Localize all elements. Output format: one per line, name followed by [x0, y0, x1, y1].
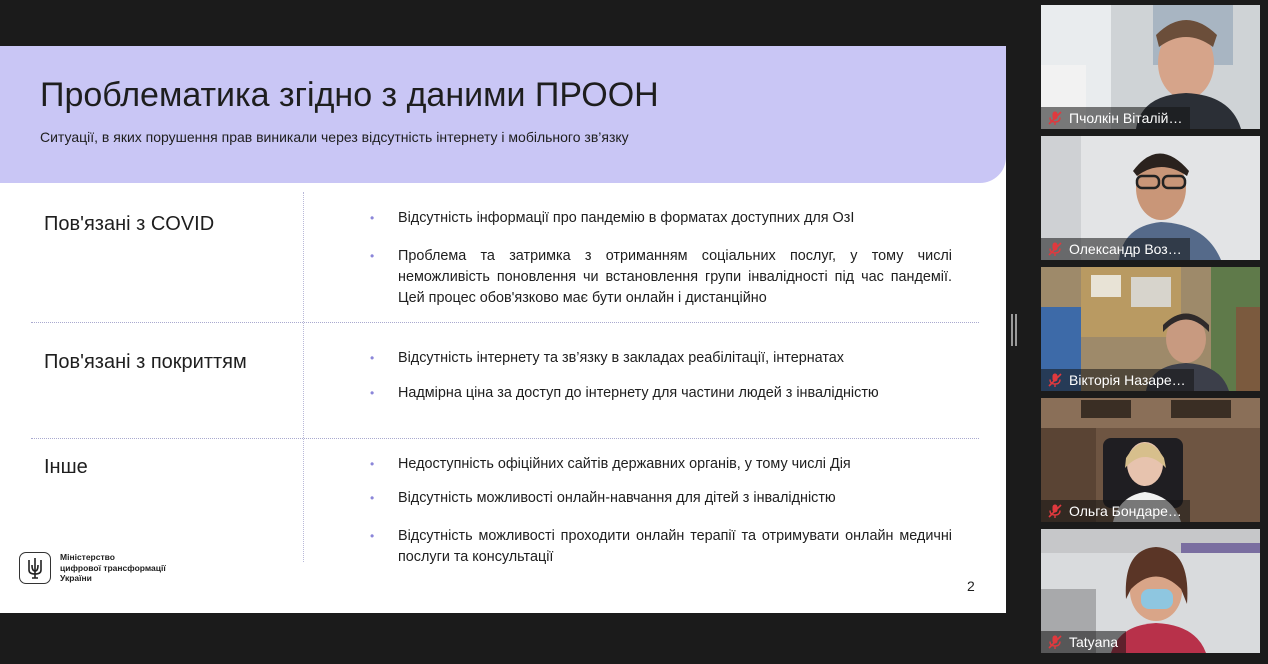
participant-tile[interactable]: [1041, 267, 1260, 391]
mic-muted-icon: [1047, 241, 1063, 257]
bullet-icon: •: [370, 491, 375, 505]
shared-slide: [0, 46, 1006, 613]
section-divider: [31, 322, 979, 323]
participant-name: Tatyana: [1069, 634, 1119, 650]
participant-nameplate: [1041, 369, 1194, 391]
participant-nameplate: [1041, 107, 1190, 129]
list-item: • Відсутність інформації про пандемію в форматах доступних для ОзІ: [370, 208, 952, 229]
list-item: • Надмірна ціна за доступ до інтернету для частини людей з інвалідністю: [370, 383, 952, 404]
bullet-icon: •: [370, 249, 375, 263]
ministry-name: Міністерство цифрової трансформації України: [60, 552, 166, 583]
bullet-icon: •: [370, 457, 375, 471]
participant-nameplate: [1041, 631, 1126, 653]
mic-muted-icon: [1047, 372, 1063, 388]
participant-tile[interactable]: [1041, 136, 1260, 260]
list-item: • Відсутність інтернету та зв’язку в закладах реабілітації, інтернатах: [370, 348, 952, 369]
mic-muted-icon: [1047, 110, 1063, 126]
panel-resize-handle[interactable]: [1011, 314, 1017, 346]
section-divider: [31, 438, 979, 439]
list-item: • Недоступність офіційних сайтів державних органів, у тому числі Дія: [370, 454, 952, 475]
bullet-icon: •: [370, 351, 375, 365]
trident-logo-icon: [19, 552, 51, 584]
bullet-icon: •: [370, 211, 375, 225]
slide-header: [0, 46, 1006, 183]
list-item: • Відсутність можливості онлайн-навчання для дітей з інвалідністю: [370, 488, 952, 509]
mic-muted-icon: [1047, 634, 1063, 650]
participant-tile[interactable]: [1041, 5, 1260, 129]
bullet-icon: •: [370, 529, 375, 543]
category-coverage: Пов'язані з покриттям: [44, 351, 247, 373]
list-item: • Відсутність можливості проходити онлайн терапії та отримувати онлайн медичні послуги та консультації: [370, 528, 952, 565]
participant-name: Олександр Воз…: [1069, 241, 1182, 257]
slide-subtitle: Ситуації, в яких порушення прав виникали через відсутність інтернету і мобільного зв’язку: [40, 129, 629, 145]
participant-tile[interactable]: [1041, 398, 1260, 522]
participant-name: Пчолкін Віталій…: [1069, 110, 1183, 126]
bullet-icon: •: [370, 386, 375, 400]
page-number: 2: [967, 578, 975, 594]
participant-nameplate: [1041, 238, 1190, 260]
column-divider: [303, 192, 304, 562]
participant-nameplate: [1041, 500, 1190, 522]
participant-name: Вікторія Назаре…: [1069, 372, 1186, 388]
slide-title: Проблематика згідно з даними ПРООН: [40, 76, 659, 114]
list-item: • Проблема та затримка з отриманням соціальних послуг, у тому числі неможливість поновлення чи встановлення групи інвалідності під час пандемії. Цей процес обов'язково має бути онлайн і дистанційно: [370, 248, 952, 306]
participant-tile[interactable]: [1041, 529, 1260, 653]
category-other: Інше: [44, 456, 88, 478]
mic-muted-icon: [1047, 503, 1063, 519]
category-covid: Пов'язані з COVID: [44, 213, 215, 235]
participant-name: Ольга Бондаре…: [1069, 503, 1182, 519]
